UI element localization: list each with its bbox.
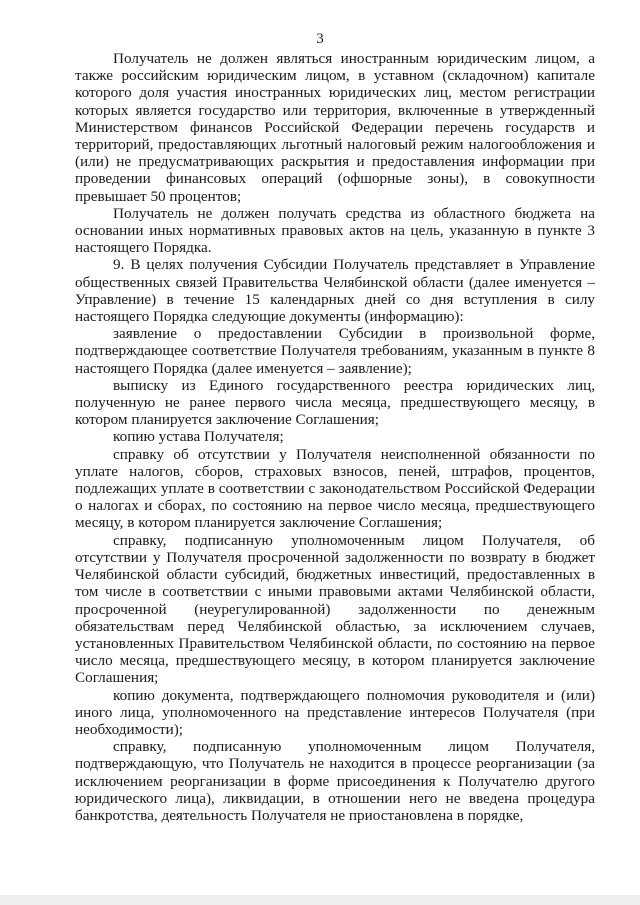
paragraph-charter-copy: копию устава Получателя; — [113, 428, 284, 446]
paragraph-registry-extract: выписку из Единого государственного реестра юридических лиц, полученную не ранее первого числа месяца, предшествующего месяцу, в котором планируется заключение Соглашения; — [75, 376, 595, 429]
paragraph-debt-certificate: справку, подписанную уполномоченным лицом Получателя, об отсутствии у Получателя просроченной задолженности по возврату в бюджет Челябинской области субсидий, бюджетных инвестиций, предоставленных в том числе в соответствии с иными правовыми актами Челябинской области, просроченной (неурегулированной) задолженности по денежным обязательствам перед Челябинской областью, за исключением случаев, установленных Правительством Челябинской области, по состоянию на первое число месяца, предшествующего месяцу, в котором планируется заключение Соглашения; — [75, 531, 595, 687]
paragraph-clause-9: 9. В целях получения Субсидии Получатель представляет в Управление общественных связей Правительства Челябинской области (далее именуется – Управление) в течение 15 календарных дней со дня вступления в силу настоящего Порядка следующие документы (информацию): — [75, 256, 595, 326]
paragraph-authority-document: копию документа, подтверждающего полномочия руководителя и (или) иного лица, уполномоченного на представление интересов Получателя (при необходимости); — [75, 686, 595, 738]
page-number: 3 — [316, 31, 324, 47]
paragraph-foreign-entity: Получатель не должен являться иностранным юридическим лицом, а также российским юридическим лицом, в уставном (складочном) капитале которого доля участия иностранных юридических лиц, местом регистрации которых является государство или территория, включенные в утвержденный Министерством финансов Российской Федерации перечень государств и территорий, предоставляющих льготный налоговый режим налогообложения и (или) не предусматривающих раскрытия и предоставления информации при проведении финансовых операций (офшорные зоны), в совокупности превышает 50 процентов; — [75, 50, 595, 205]
page-bottom-edge — [0, 895, 640, 905]
paragraph-tax-certificate: справку об отсутствии у Получателя неисполненной обязанности по уплате налогов, сборов, страховых взносов, пеней, штрафов, процентов, подлежащих уплате в соответствии с законодательством Российской Федерации о налогах и сборах, по состоянию на первое число месяца, предшествующего месяцу, в котором планируется заключение Соглашения; — [75, 445, 595, 532]
paragraph-no-other-funds: Получатель не должен получать средства из областного бюджета на основании иных нормативных правовых актов на цель, указанную в пункте 3 настоящего Порядка. — [75, 204, 595, 257]
paragraph-reorganization-certificate: справку, подписанную уполномоченным лицом Получателя, подтверждающую, что Получатель не находится в процессе реорганизации (за исключением реорганизации в форме присоединения к Получателю другого юридического лица), ликвидации, в отношении него не введена процедура банкротства, деятельность Получателя не приостановлена в порядке, — [75, 738, 595, 824]
paragraph-application: заявление о предоставлении Субсидии в произвольной форме, подтверждающее соответствие Получателя требованиям, указанным в пункте 8 настоящего Порядка (далее именуется – заявление); — [75, 325, 595, 377]
document-body — [75, 50, 595, 824]
